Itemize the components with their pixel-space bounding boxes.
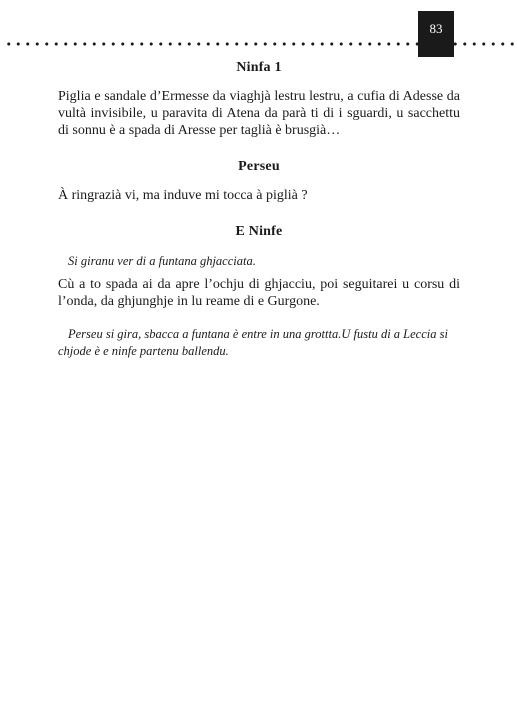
- speech-perseus: À ringrazià vi, ma induve mi tocca à piglià ?: [58, 188, 308, 203]
- speaker-name-perseus: Perseu: [238, 159, 280, 174]
- stage-direction-fountain: Si giranu ver di a funtana ghjacciata.: [68, 254, 256, 268]
- speech-nymph-1: Piglia e sandale d’Ermesse da viaghjà lestru lestru, a cufia di Adesse da vultà invisibile, u paravita di Atena da parà ti di i sguardi, u sacchettu di sonnu è a spada di Aresse per taglià è brusgià…: [58, 89, 460, 138]
- speaker-name-nymph-1: Ninfa 1: [236, 60, 282, 75]
- speaker-name-nymphs: E Ninfe: [235, 224, 283, 239]
- page-content: [58, 60, 460, 360]
- page-number: 83: [418, 11, 454, 57]
- stage-direction-grotto: Perseu si gira, sbacca a funtana è entre in una grottta.U fustu di a Leccia si chjode è e ninfe partenu ballendu.: [58, 327, 448, 358]
- speech-nymphs: Cù a to spada ai da apre l’ochju di ghjacciu, poi seguitarei u corsu di l’onda, da ghjunghje in lu reame di e Gurgone.: [58, 277, 460, 309]
- dotted-header-rule: [4, 42, 516, 46]
